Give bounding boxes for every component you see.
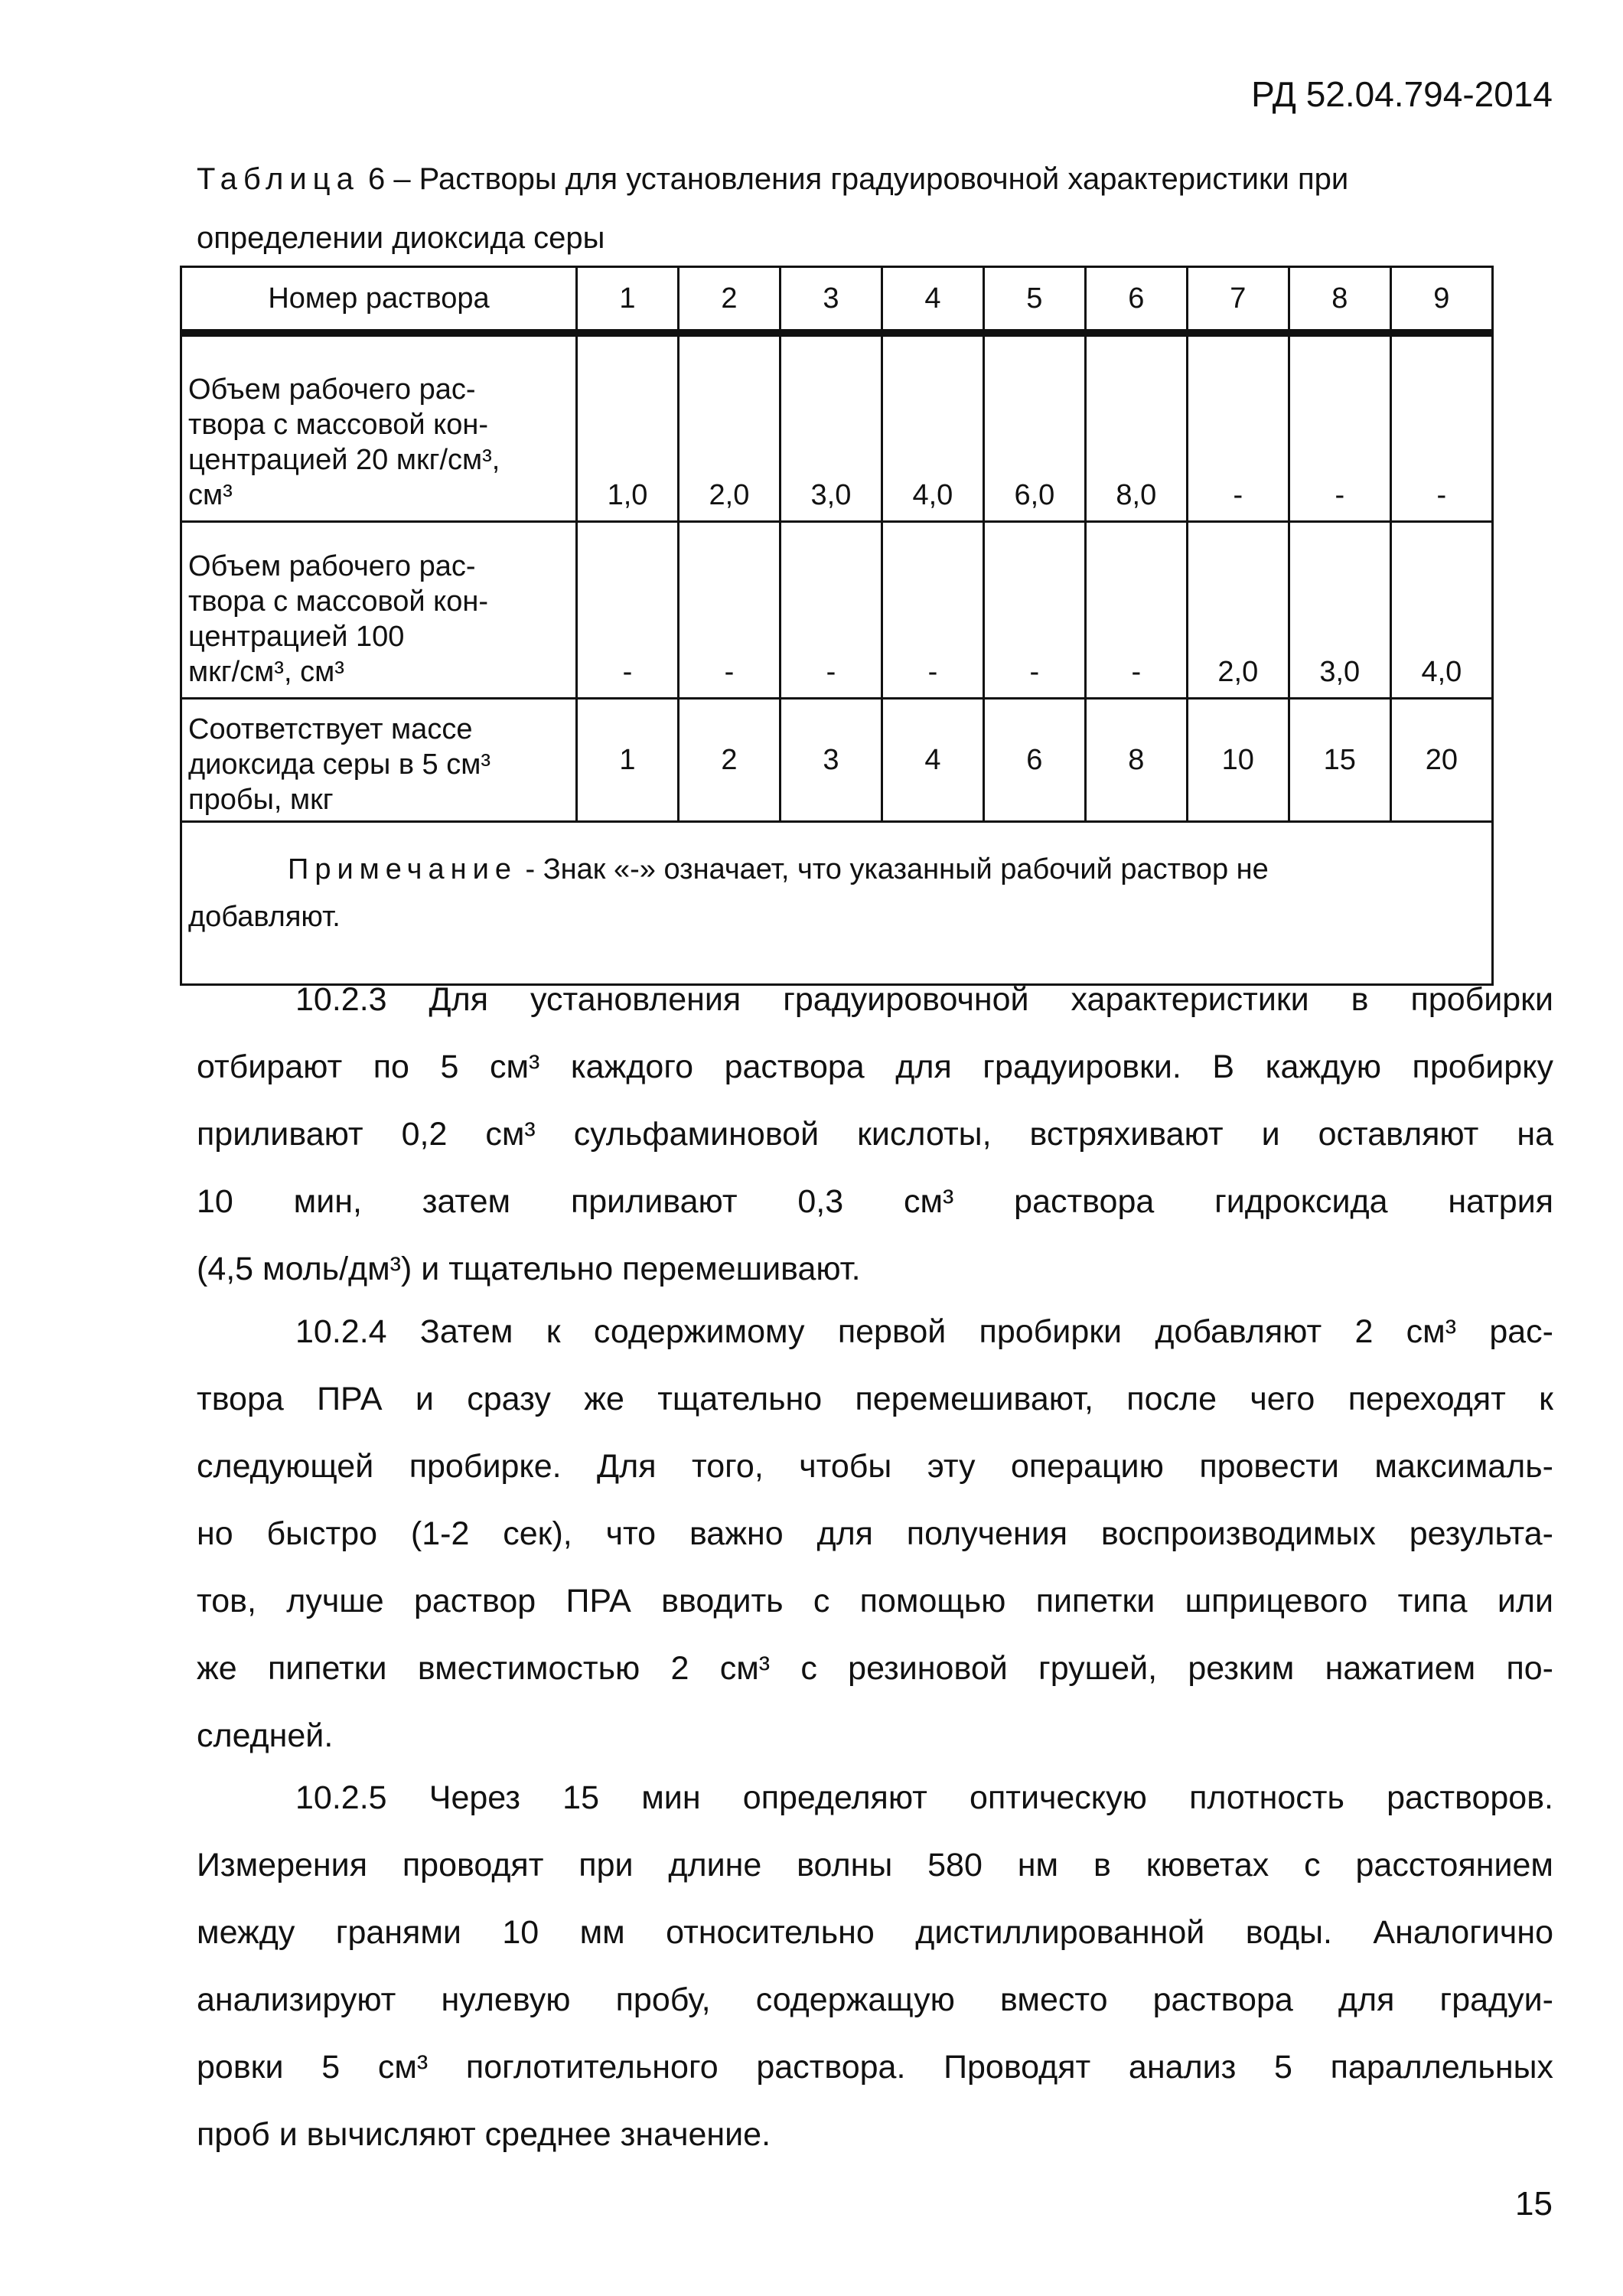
caption-text: 6 – Растворы для установления градуировочной характеристики при	[359, 162, 1349, 196]
solutions-table	[180, 266, 1494, 986]
column-header: 9	[1390, 267, 1492, 334]
row-label-line: Объем рабочего рас-	[188, 550, 476, 582]
table-cell: 1,0	[577, 333, 679, 522]
row-label-line: твора с массовой кон-	[188, 585, 489, 618]
table-cell: 4,0	[1390, 522, 1492, 699]
column-header: 2	[678, 267, 780, 334]
table-row	[181, 522, 1493, 699]
table-cell: 3,0	[780, 333, 882, 522]
table-cell: 10	[1187, 699, 1289, 822]
table-cell: 6	[983, 699, 1085, 822]
note-line	[188, 846, 1485, 893]
paragraph-line: 10 мин, затем приливают 0,3 см³ раствора гидроксида натрия	[197, 1183, 1553, 1220]
row-label-line: центрацией 20 мкг/см³,	[188, 444, 500, 476]
column-header: 4	[882, 267, 983, 334]
table-cell: -	[780, 522, 882, 699]
row-label	[181, 333, 577, 522]
table-row	[181, 699, 1493, 822]
paragraph-line: приливают 0,2 см³ сульфаминовой кислоты, встряхивают и оставляют на	[197, 1116, 1553, 1153]
paragraph-line: следующей пробирке. Для того, чтобы эту операцию провести максималь-	[197, 1448, 1553, 1485]
table-cell: 2,0	[1187, 522, 1289, 699]
paragraph-line: же пипетки вместимостью 2 см³ с резиновой грушей, резким нажатием по-	[197, 1650, 1553, 1687]
table-note	[181, 822, 1493, 985]
row-label-line: см³	[188, 479, 233, 511]
table-cell: 3	[780, 699, 882, 822]
paragraph-10-2-4	[197, 1298, 1553, 1769]
row-label-line: центрацией 100	[188, 621, 405, 653]
header-label: Номер раствора	[181, 267, 577, 334]
paragraph-line: 10.2.4 Затем к содержимому первой пробирки добавляют 2 см³ рас-	[295, 1313, 1553, 1350]
table-cell: -	[1187, 333, 1289, 522]
table-cell: -	[577, 522, 679, 699]
paragraph-10-2-5	[197, 1764, 1553, 2168]
table-cell: 1	[577, 699, 679, 822]
note-text: - Знак «-» означает, что указанный рабочий раствор не	[517, 853, 1269, 885]
paragraph-line: (4,5 моль/дм³) и тщательно перемешивают.	[197, 1251, 861, 1287]
column-header: 1	[577, 267, 679, 334]
column-header: 8	[1289, 267, 1390, 334]
column-header: 7	[1187, 267, 1289, 334]
table-cell: -	[882, 522, 983, 699]
row-label	[181, 522, 577, 699]
paragraph-line: анализируют нулевую пробу, содержащую вместо раствора для градуи-	[197, 1981, 1553, 2018]
table-cell: -	[983, 522, 1085, 699]
table-cell: 3,0	[1289, 522, 1390, 699]
table-cell: 15	[1289, 699, 1390, 822]
table-caption	[197, 150, 1559, 268]
row-label	[181, 699, 577, 822]
table-row	[181, 333, 1493, 522]
table-cell: 8	[1085, 699, 1187, 822]
note-row	[181, 822, 1493, 985]
row-label-line: Соответствует массе	[188, 713, 473, 745]
table-cell: 6,0	[983, 333, 1085, 522]
paragraph-line: ровки 5 см³ поглотительного раствора. Проводят анализ 5 параллельных	[197, 2049, 1553, 2086]
caption-text-line2: определении диоксида серы	[197, 221, 605, 255]
table-cell: 4	[882, 699, 983, 822]
paragraph-line: тов, лучше раствор ПРА вводить с помощью пипетки шприцевого типа или	[197, 1583, 1553, 1619]
paragraph-line: Измерения проводят при длине волны 580 нм в кюветах с расстоянием	[197, 1847, 1553, 1883]
document-code: РД 52.04.794-2014	[1251, 74, 1553, 114]
paragraph-line: проб и вычисляют среднее значение.	[197, 2116, 771, 2153]
table-cell: -	[1289, 333, 1390, 522]
paragraph-line: между гранями 10 мм относительно дистиллированной воды. Аналогично	[197, 1914, 1553, 1951]
table-cell: 4,0	[882, 333, 983, 522]
table-cell: 2	[678, 699, 780, 822]
row-label-line: твора с массовой кон-	[188, 409, 489, 441]
paragraph-line: твора ПРА и сразу же тщательно перемешивают, после чего переходят к	[197, 1381, 1553, 1417]
note-text-2: добавляют.	[188, 901, 341, 933]
column-header: 5	[983, 267, 1085, 334]
row-label-line: Объем рабочего рас-	[188, 373, 476, 406]
page-number: 15	[1515, 2185, 1553, 2223]
row-label-line: мкг/см³, см³	[188, 656, 344, 688]
paragraph-line: следней.	[197, 1717, 334, 1754]
paragraph-line: 10.2.5 Через 15 мин определяют оптическую плотность растворов.	[295, 1779, 1553, 1816]
row-label-line: пробы, мкг	[188, 784, 334, 816]
table-header-row	[181, 267, 1493, 334]
row-label-line: диоксида серы в 5 см³	[188, 748, 491, 781]
column-header: 6	[1085, 267, 1187, 334]
note-label: Примечание	[288, 853, 517, 885]
table-cell: 2,0	[678, 333, 780, 522]
paragraph-line: отбирают по 5 см³ каждого раствора для градуировки. В каждую пробирку	[197, 1049, 1553, 1085]
table-cell: -	[678, 522, 780, 699]
column-header: 3	[780, 267, 882, 334]
paragraph-line: но быстро (1-2 сек), что важно для получения воспроизводимых результа-	[197, 1515, 1553, 1552]
caption-label: Таблица	[197, 162, 360, 196]
paragraph-10-2-3	[197, 966, 1553, 1303]
table-cell: 8,0	[1085, 333, 1187, 522]
table-cell: -	[1085, 522, 1187, 699]
table-cell: -	[1390, 333, 1492, 522]
table-cell: 20	[1390, 699, 1492, 822]
paragraph-line: 10.2.3 Для установления градуировочной характеристики в пробирки	[295, 981, 1553, 1018]
